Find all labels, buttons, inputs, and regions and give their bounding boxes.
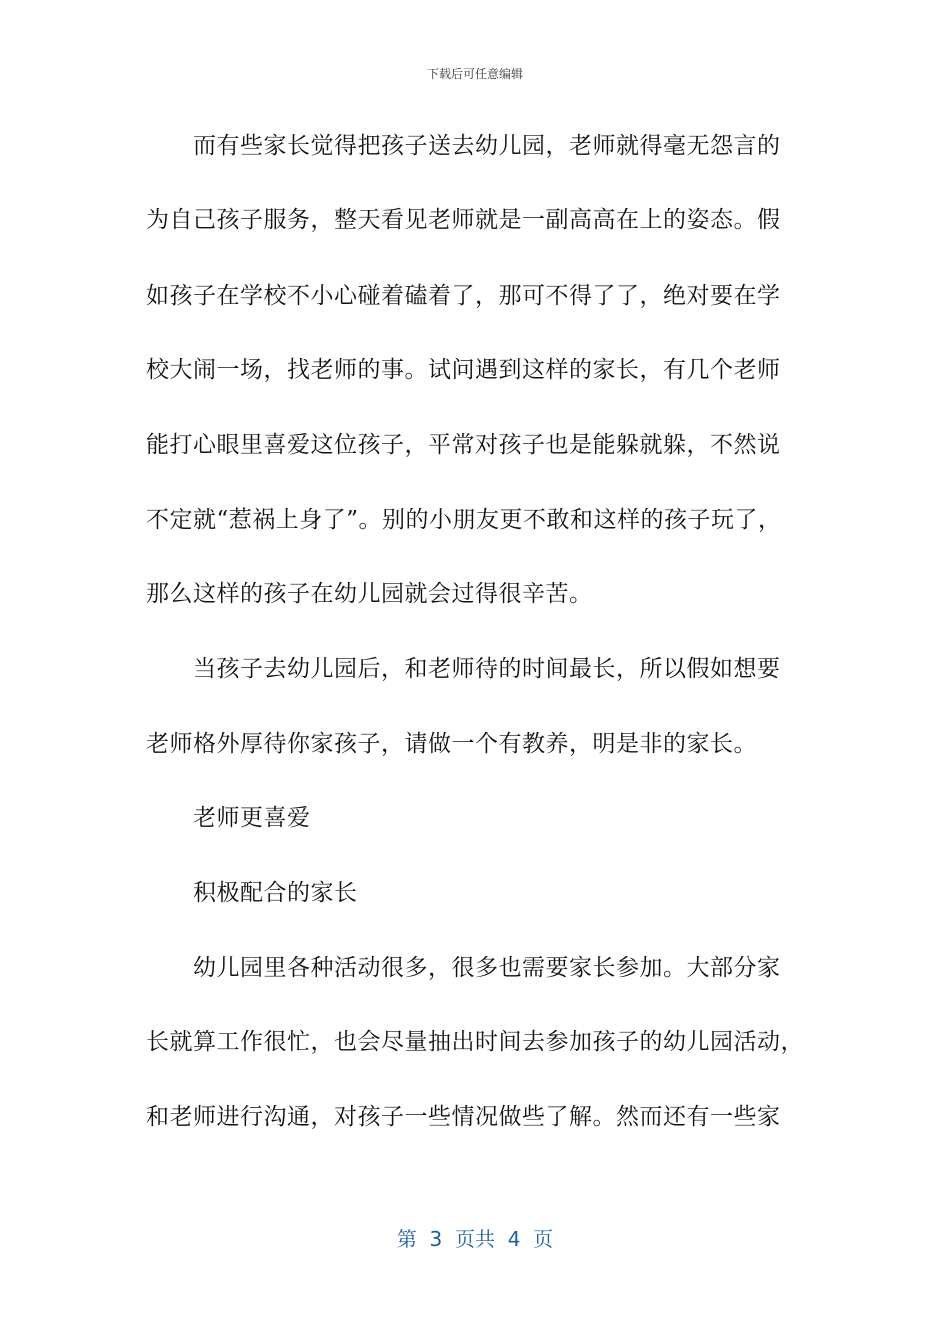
text-line: 不定就“惹祸上身了”。别的小朋友更不敢和这样的孩子玩了， bbox=[146, 507, 782, 533]
section-heading: 老师更喜爱 bbox=[193, 805, 311, 831]
text-line: 能打心眼里喜爱这位孩子，平常对孩子也是能躲就躲，不然说 bbox=[146, 432, 781, 458]
text-line: 幼儿园里各种活动很多，很多也需要家长参加。大部分家 bbox=[193, 955, 781, 981]
text-line: 为自己孩子服务，整天看见老师就是一副高高在上的姿态。假 bbox=[146, 207, 781, 233]
page-header: 下载后可任意编辑 bbox=[426, 67, 523, 81]
text-line: 当孩子去幼儿园后，和老师待的时间最长，所以假如想要 bbox=[193, 656, 781, 682]
text-line: 老师格外厚待你家孩子，请做一个有教养，明是非的家长。 bbox=[146, 731, 757, 757]
text-line: 和老师进行沟通，对孩子一些情况做些了解。然而还有一些家 bbox=[146, 1104, 781, 1130]
section-heading: 积极配合的家长 bbox=[193, 880, 358, 906]
text-line: 长就算工作很忙，也会尽量抽出时间去参加孩子的幼儿园活动， bbox=[146, 1029, 804, 1055]
text-line: 那么这样的孩子在幼儿园就会过得很辛苦。 bbox=[146, 581, 593, 607]
page-number: 第 3 页共 4 页 bbox=[396, 1227, 554, 1251]
text-line: 如孩子在学校不小心碰着磕着了，那可不得了了，绝对要在学 bbox=[146, 283, 781, 309]
text-line: 校大闹一场，找老师的事。试问遇到这样的家长，有几个老师 bbox=[146, 357, 781, 383]
text-line: 而有些家长觉得把孩子送去幼儿园，老师就得毫无怨言的 bbox=[193, 133, 781, 159]
